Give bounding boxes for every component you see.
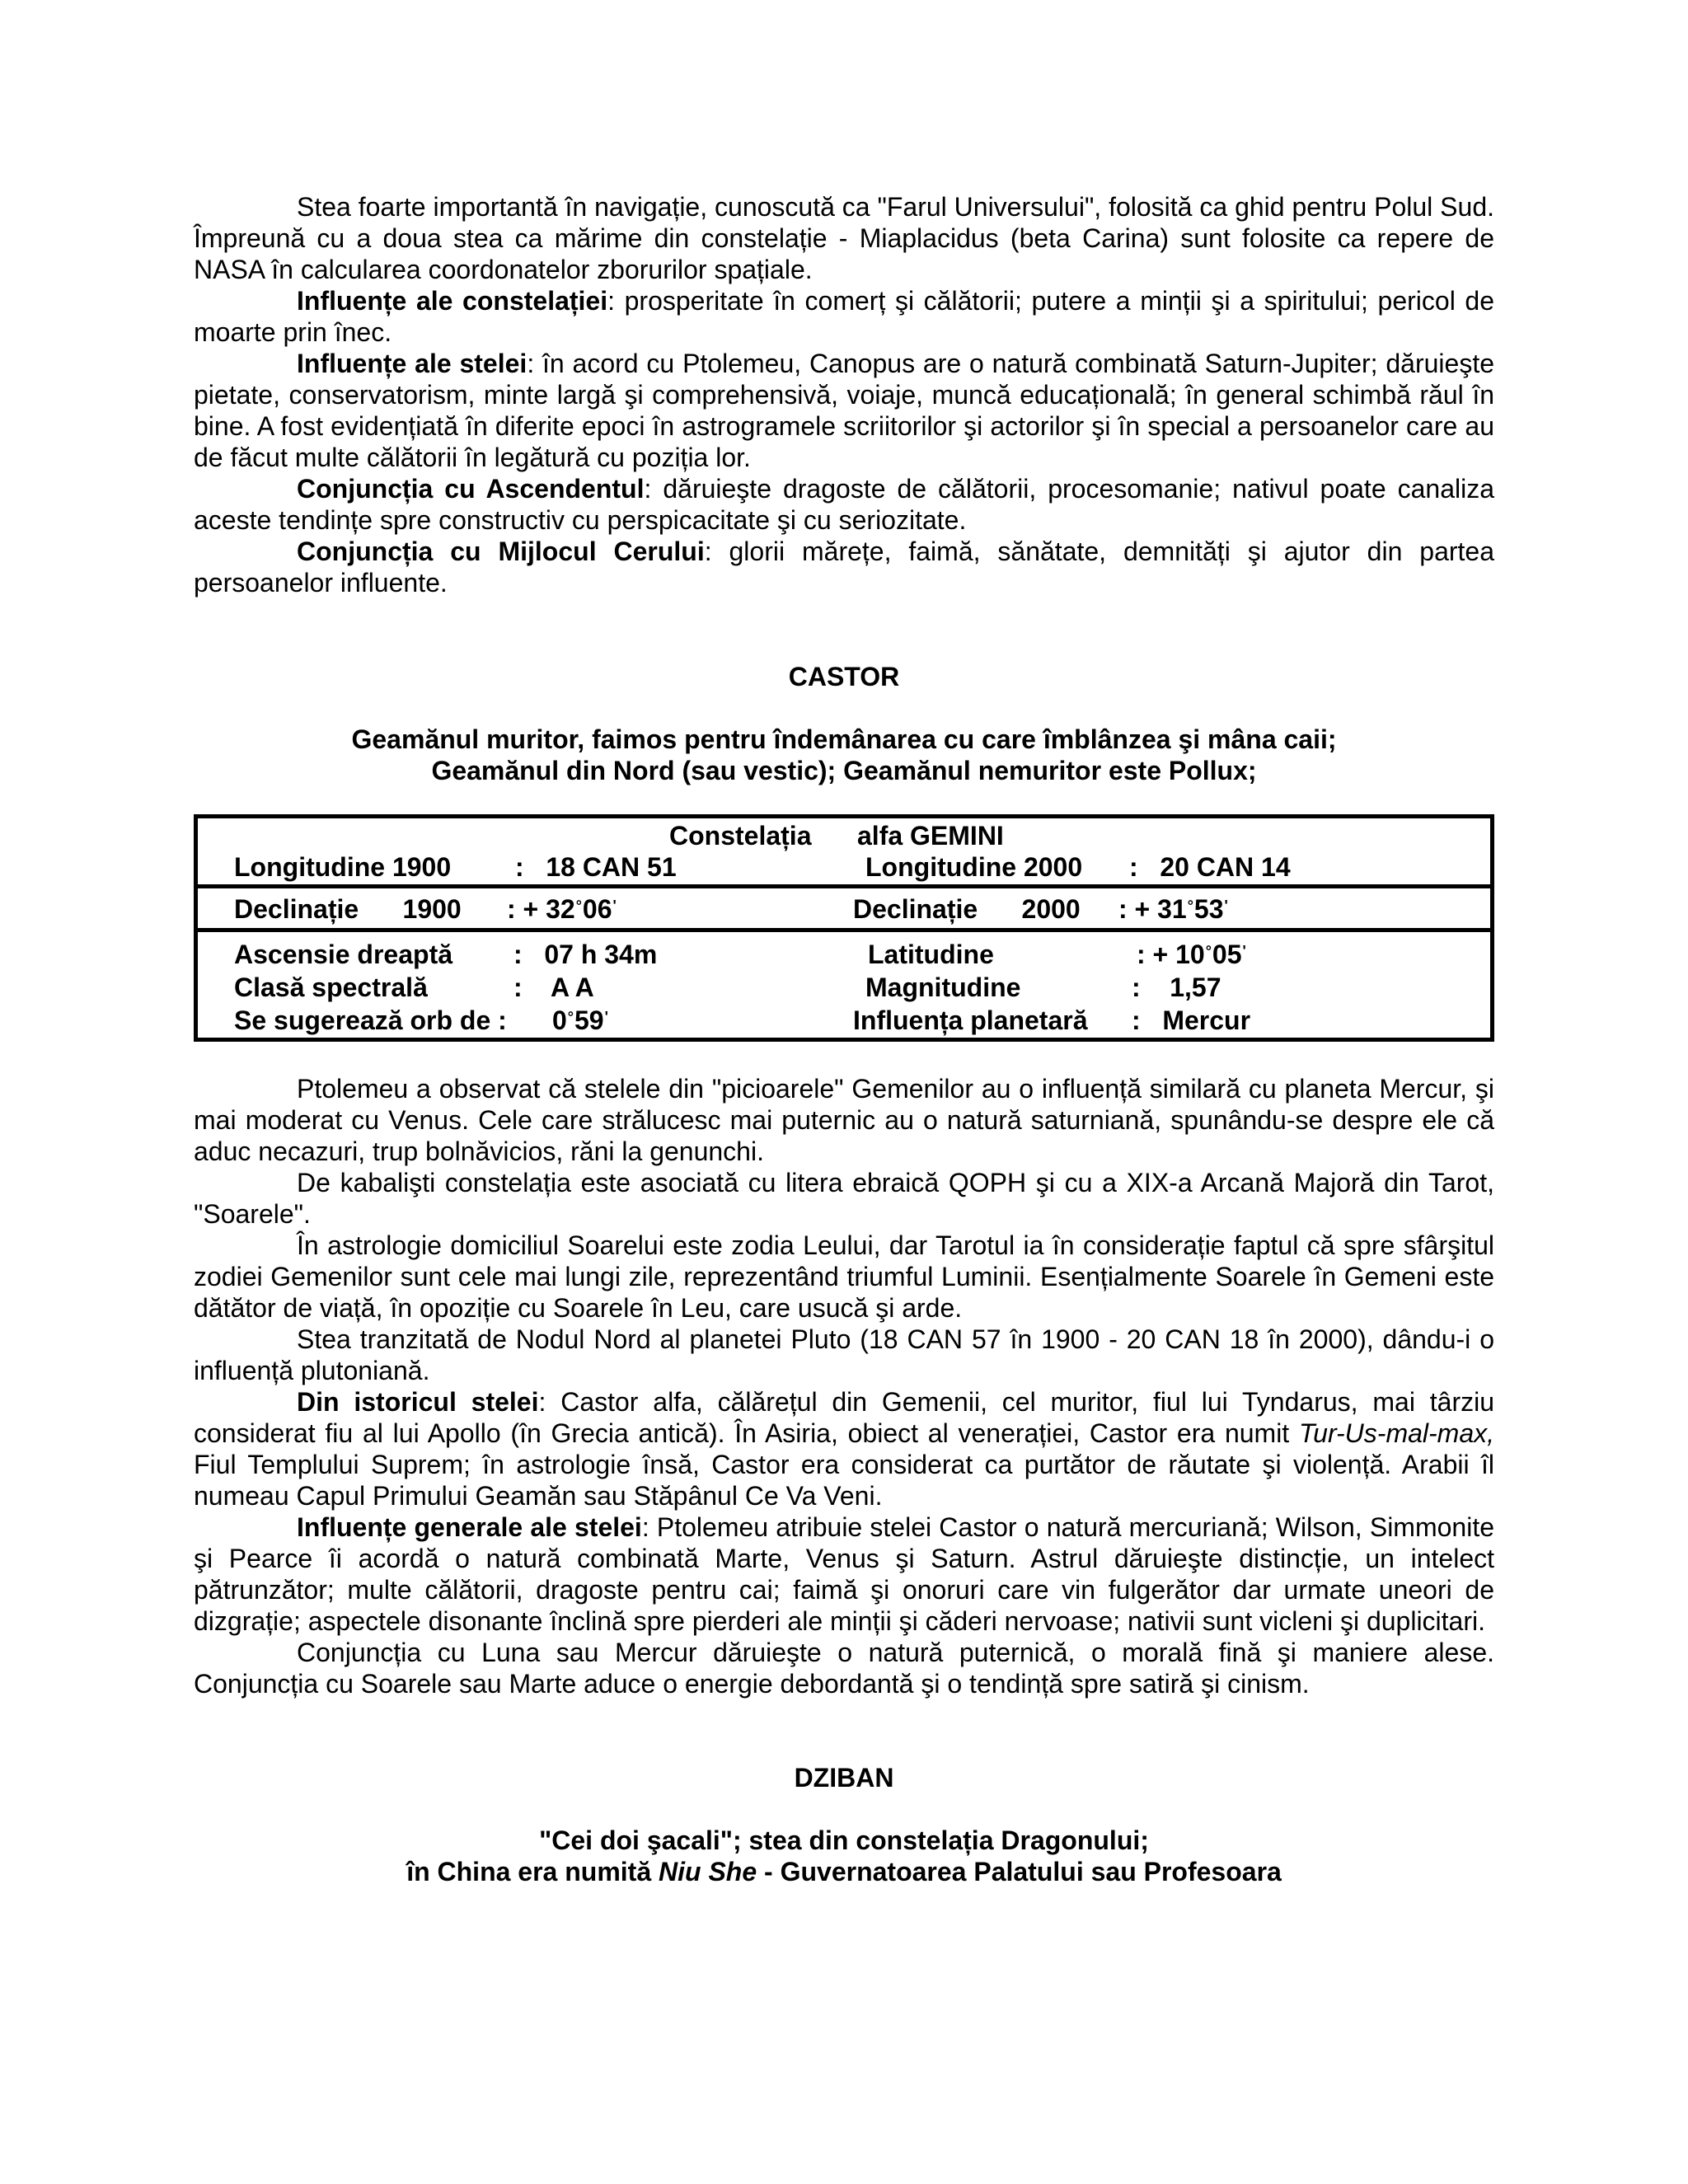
paragraph-label: Influențe ale stelei xyxy=(297,349,528,378)
paragraph-label: Influențe generale ale stelei xyxy=(297,1512,642,1542)
magnitude-value: : 1,57 xyxy=(1132,972,1221,1002)
longitude-1900-label: Longitudine 1900 xyxy=(234,852,452,882)
declination-1900-value: : + 32°06' xyxy=(507,894,617,924)
castor-paragraph-pluto: Stea tranzitată de Nodul Nord al planetei Pluto (18 CAN 57 în 1900 - 20 CAN 18 în 2000), dându-i o influență plutoniană. xyxy=(194,1324,1494,1385)
dziban-subtitle-line-1: "Cei doi şacali"; stea din constelația Dragonului; xyxy=(539,1825,1149,1855)
midheaven-conjunction-paragraph xyxy=(194,536,1494,598)
paragraph-text: : prosperitate în comerț şi călătorii; putere a minții şi a spiritului; pericol de moarte prin înec. xyxy=(194,286,1495,347)
longitude-2000-label: Longitudine 2000 xyxy=(865,852,1083,882)
declination-2000-label: Declinație 2000 xyxy=(853,894,1081,924)
latitude-label: Latitudine xyxy=(868,940,994,969)
table-block-details xyxy=(198,928,1490,1038)
castor-subtitle-line-2: Geamănul din Nord (sau vestic); Geamănul nemuritor este Pollux; xyxy=(431,756,1257,785)
castor-paragraph-history: Din istoricul stelei: Castor alfa, călărețul din Gemenii, cel muritor, fiul lui Tyndarus, mai târziu considerat fiu al lui Apollo (în Grecia antică). În Asiria, obiect al venerației, Castor era numit Tur-Us-mal-max, Fiul Templului Suprem; în astrologie însă, Castor era considerat ca purtător de răutate şi violență. Arabii îl numeau Capul Primului Geamăn sau Stăpânul Ce Va Veni. xyxy=(194,1387,1495,1511)
spectral-class-value: : A A xyxy=(513,972,594,1002)
star-influences-paragraph xyxy=(194,348,1494,473)
paragraph-label: Din istoricul stelei xyxy=(297,1387,539,1417)
declination-1900-label: Declinație 1900 xyxy=(234,894,462,924)
constellation-label: Constelația xyxy=(669,821,812,851)
castor-paragraph-ptolemy: Ptolemeu a observat că stelele din "picioarele" Gemenilor au o influență similară cu planeta Mercur, şi mai moderat cu Venus. Cele care strălucesc mai puternic au o natură saturniană, spunându-se despre ele că aduc necazuri, trup bolnăvicios, răni la genunchi. xyxy=(194,1074,1494,1166)
orb-value: 0°59' xyxy=(552,1005,608,1035)
castor-paragraph-conjunctions: Conjuncția cu Luna sau Mercur dăruieşte o natură puternică, o morală fină şi maniere alese. Conjuncția cu Soarele sau Marte aduce o energie debordantă şi o tendință spre satiră şi cinism. xyxy=(194,1638,1494,1699)
castor-paragraph-general-influences: Influențe generale ale stelei: Ptolemeu atribuie stelei Castor o natură mercuriană; Wilson, Simmonite şi Pearce îi acordă o natură combinată Marte, Venus şi Saturn. Astrul dăruieşte distincție, un intelect pătrunzător; multe călătorii, dragoste pentru cai; faimă şi onoruri care vin fulgerător dar urmate uneori de dizgrație; aspectele disonante înclină spre pierderi ale minții şi căderi nervoase; nativii sunt vicleni şi duplicitari. xyxy=(194,1512,1495,1636)
right-ascension-value: : 07 h 34m xyxy=(513,940,658,969)
italic-name: Tur-Us-mal-max, xyxy=(1298,1418,1494,1448)
declination-2000-value: : + 31°53' xyxy=(1118,894,1228,924)
intro-paragraph: Stea foarte importantă în navigație, cunoscută ca "Farul Universului", folosită ca ghid pentru Polul Sud. Împreună cu a doua stea ca mărime din constelație - Miaplacidus (beta Carina) sunt folosite ca repere de NASA în calcularea coordonatelor zborurilor spațiale. xyxy=(194,192,1494,284)
planetary-influence-label: Influența planetară xyxy=(853,1005,1088,1035)
latitude-value: : + 10°05' xyxy=(1137,940,1246,969)
constellation-influences-paragraph xyxy=(194,285,1494,348)
table-block-longitude xyxy=(198,818,1490,884)
star-data-table xyxy=(194,814,1494,1042)
castor-paragraph-kabbalah: De kabalişti constelația este asociată cu litera ebraică QOPH şi cu a XIX-a Arcană Majoră din Tarot, "Soarele". xyxy=(194,1168,1494,1229)
castor-title: CASTOR xyxy=(788,662,900,691)
longitude-2000-value: : 20 CAN 14 xyxy=(1129,852,1291,882)
italic-name: Niu She xyxy=(659,1857,757,1886)
magnitude-label: Magnitudine xyxy=(865,972,1021,1002)
castor-paragraph-astrology: În astrologie domiciliul Soarelui este zodia Leului, dar Tarotul ia în considerație faptul că spre sfârşitul zodiei Gemenilor sunt cele mai lungi zile, reprezentând triumful Luminii. Esențialmente Soarele în Gemeni este dătător de viață, în opoziție cu Soarele în Leu, care usucă şi arde. xyxy=(194,1230,1494,1323)
dziban-subtitle-line-2: în China era numită Niu She - Guvernatoarea Palatului sau Profesoara xyxy=(406,1857,1282,1886)
paragraph-text: : dăruieşte dragoste de călătorii, procesomanie; nativul poate canaliza aceste tendințe spre constructiv cu perspicacitate şi cu seriozitate. xyxy=(194,474,1495,535)
dziban-title: DZIBAN xyxy=(794,1763,894,1793)
table-block-declination xyxy=(198,884,1490,928)
paragraph-text: : glorii mărețe, faimă, sănătate, demnități şi ajutor din partea persoanelor influente. xyxy=(194,537,1495,598)
document-page xyxy=(194,191,1494,1887)
castor-subtitle-line-1: Geamănul muritor, faimos pentru îndemânarea cu care îmblânzea şi mâna caii; xyxy=(351,724,1337,754)
spectral-class-label: Clasă spectrală xyxy=(234,972,428,1002)
paragraph-label: Conjuncția cu Mijlocul Cerului xyxy=(297,537,705,566)
ascendant-conjunction-paragraph xyxy=(194,473,1494,536)
orb-label: Se sugerează orb de : xyxy=(234,1005,507,1035)
planetary-influence-value: : Mercur xyxy=(1132,1005,1251,1035)
constellation-value: alfa GEMINI xyxy=(857,821,1004,851)
longitude-1900-value: : 18 CAN 51 xyxy=(515,852,677,882)
paragraph-text: : în acord cu Ptolemeu, Canopus are o natură combinată Saturn-Jupiter; dăruieşte pietate, conservatorism, minte largă şi comprehensivă, voiaje, muncă educațională; în general schimbă răul în bine. A fost evidențiată în diferite epoci în astrogramele scriitorilor şi actorilor şi în special a persoanelor care au de făcut multe călătorii în legătură cu poziția lor. xyxy=(194,349,1495,472)
right-ascension-label: Ascensie dreaptă xyxy=(234,940,453,969)
paragraph-label: Conjuncția cu Ascendentul xyxy=(297,474,645,504)
paragraph-label: Influențe ale constelației xyxy=(297,286,608,316)
